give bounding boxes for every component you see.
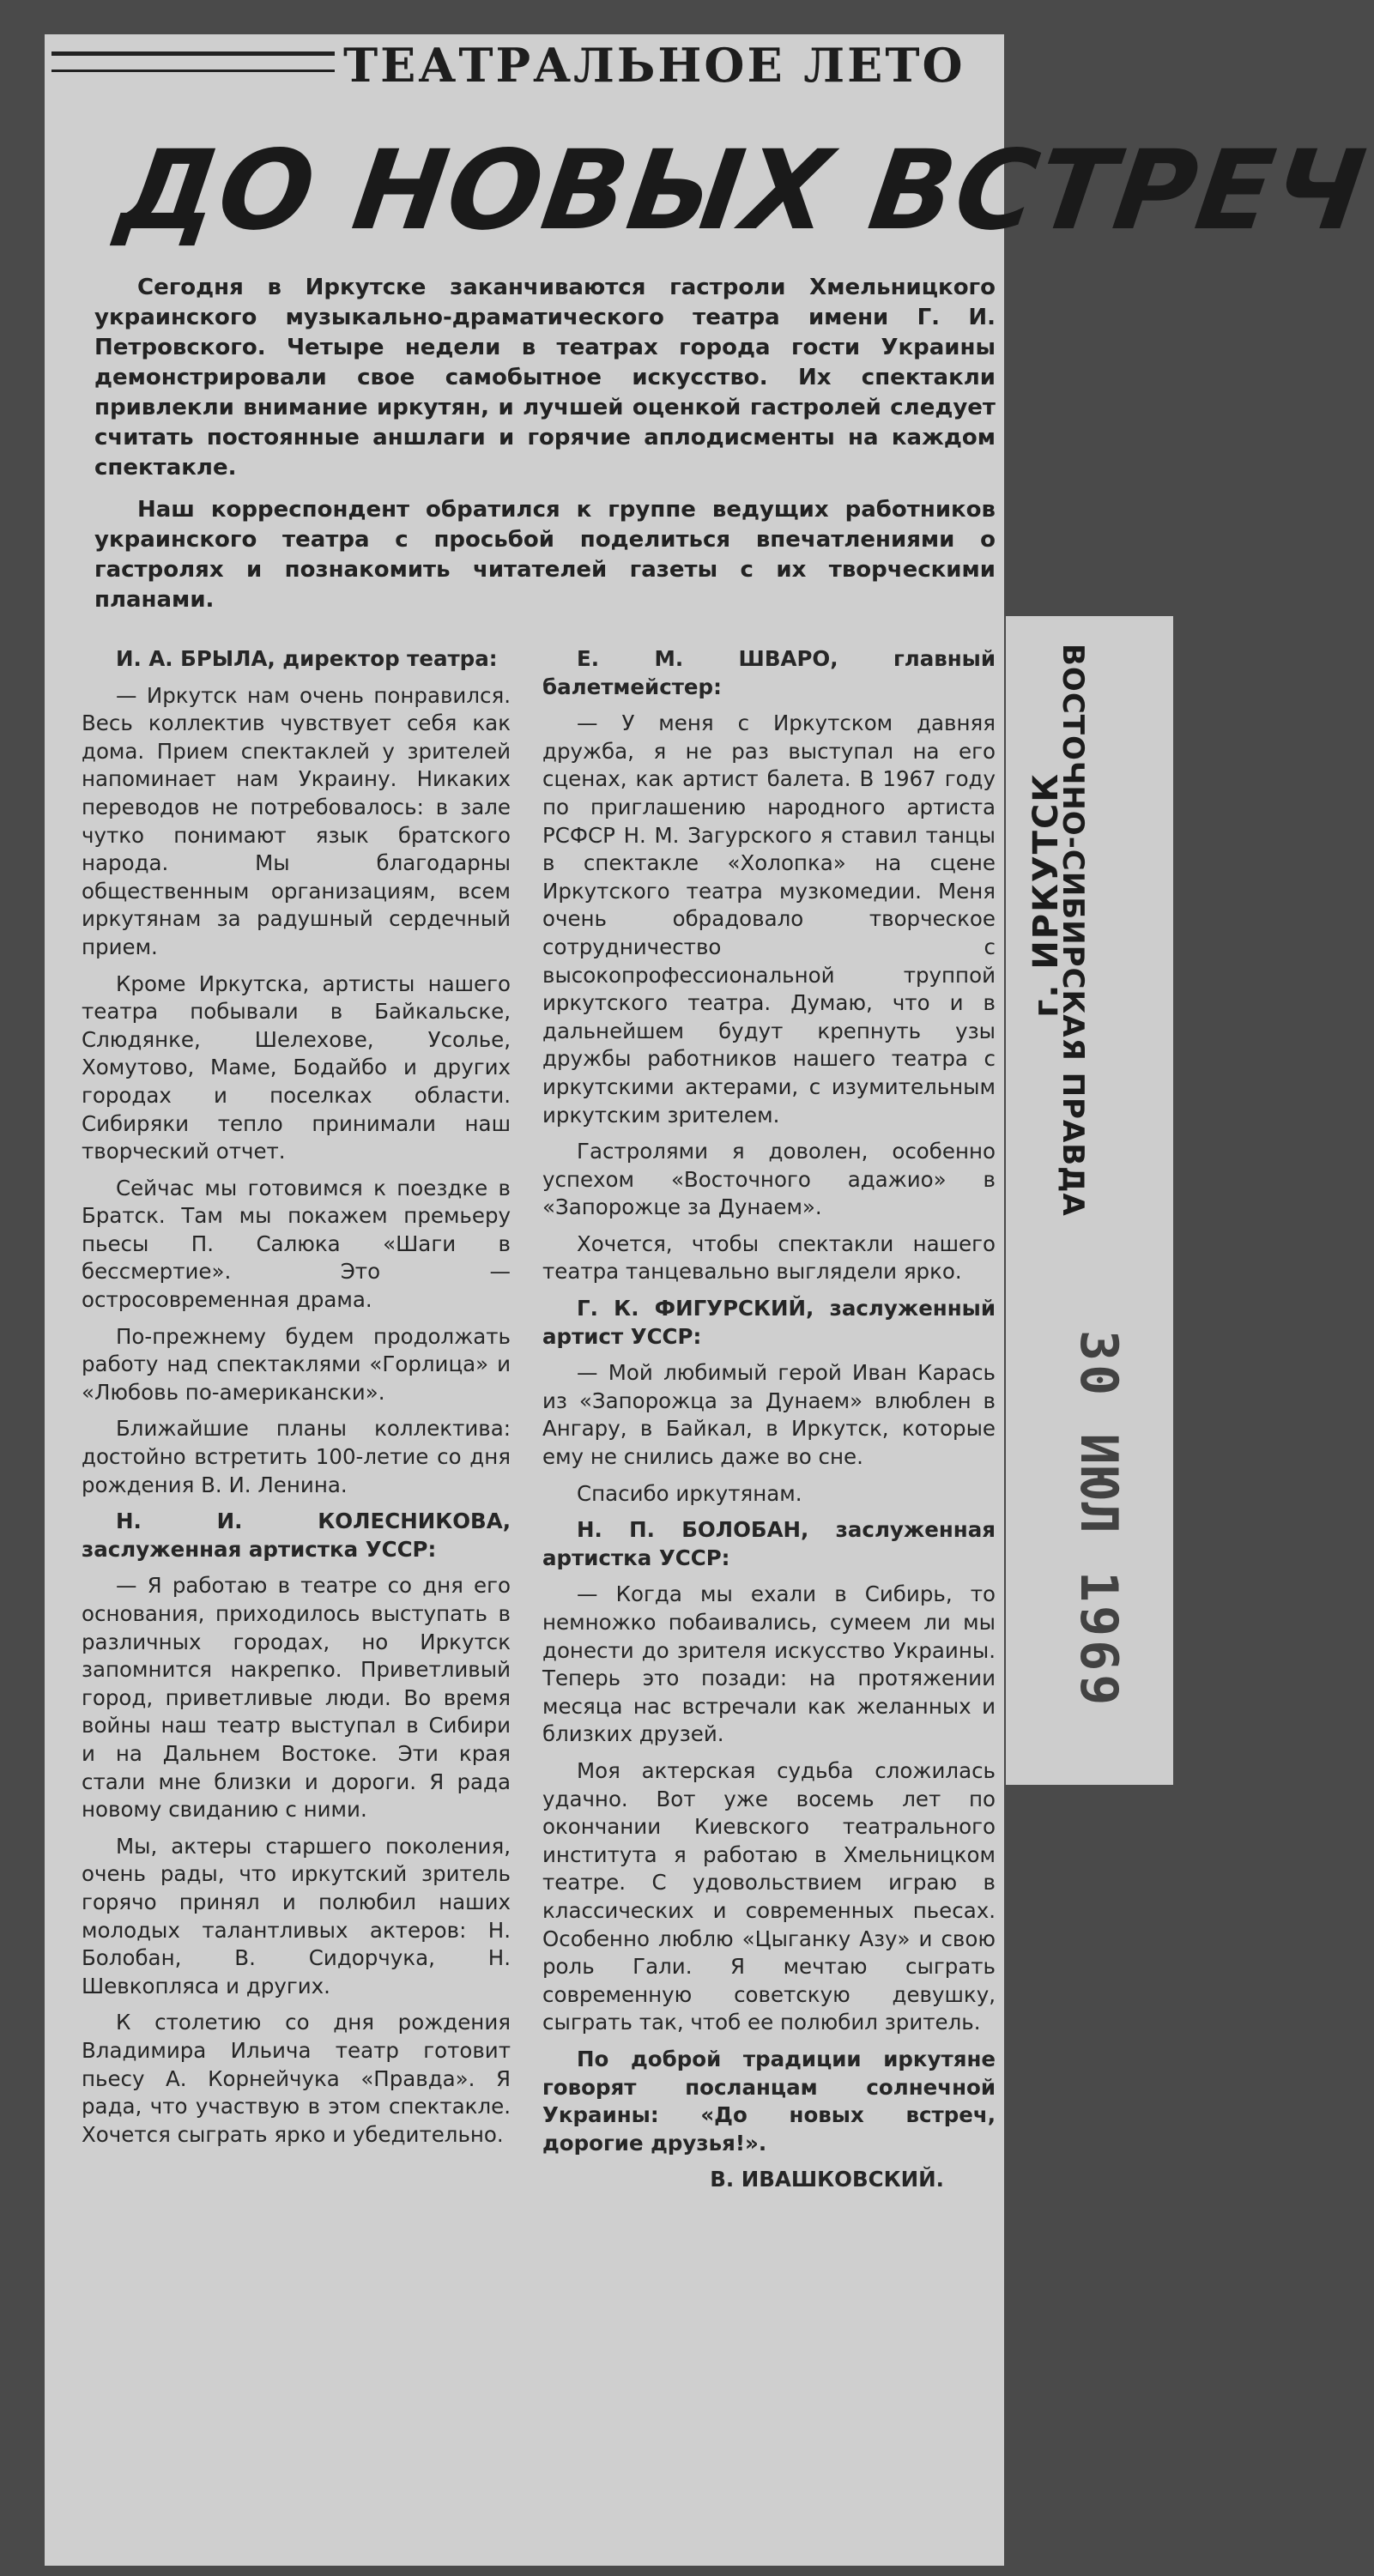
article-paragraph: — У меня с Иркутском давняя дружба, я не раз выступал на его сценах, как артист балета. В 1967 году по приглашению народного артиста РСФСР Н. М. Загурского я ставил танцы в спектакле «Холопка» на сцене Иркутского театра музкомедии. Меня очень обрадовало творческое сотрудничество с высокопрофессиональной труппой иркутского театра. Думаю, что и в дальнейшем будут крепнуть узы дружбы работников нашего театра с иркутскими актерами, с изумительным иркутским зрителем. [542, 711, 996, 1128]
article-paragraph: Кроме Иркутска, артисты нашего театра побывали в Байкальске, Слюдянке, Шелехове, Усолье, Хомутово, Маме, Бодайбо и других городах и поселках области. Сибиряки тепло принимали наш творческий отчет. [82, 971, 511, 1164]
article-paragraph: К столетию со дня рождения Владимира Ильича театр готовит пьесу А. Корнейчука «Правда». Я рада, что участвую в этом спектакле. Хочется сыграть ярко и убедительно. [82, 2010, 511, 2147]
date-stamp: 30 ИЮЛ 1969 [1068, 1330, 1129, 1709]
lead-paragraph: Наш корреспондент обратился к группе ведущих работников украинского театра с просьбой поделиться впечатлениями о гастролях и познакомить читателей газеты с их творческими планами. [94, 497, 996, 613]
left-column [82, 645, 511, 2157]
article-headline: ДО НОВЫХ ВСТРЕЧ [111, 127, 1374, 255]
article-paragraph: Сейчас мы готовимся к поездке в Братск. Там мы покажем премьеру пьесы П. Салюка «Шаги в бессмертие». Это — остросовременная драма. [82, 1175, 511, 1313]
header-rule [51, 51, 335, 72]
article-paragraph: Гастролями я доволен, особенно успехом «Восточного адажио» в «Запорожце за Дунаем». [542, 1139, 996, 1220]
article-paragraph: Спасибо иркутянам. [577, 1480, 802, 1506]
speaker-name: И. А. БРЫЛА, директор театра: [116, 646, 498, 671]
right-column [542, 645, 996, 2203]
article-paragraph: — Когда мы ехали в Сибирь, то немножко побаивались, сумеем ли мы донести до зрителя искусство Украины. Теперь это позади: на протяжении месяца нас встречали как желанных и близких друзей. [542, 1581, 996, 1747]
speaker-name: Г. К. ФИГУРСКИЙ, заслуженный артист УССР: [542, 1296, 996, 1349]
city-label: г. ИРКУТСК [1026, 772, 1066, 1018]
speaker-name: Н. П. БОЛОБАН, заслуженная артистка УССР: [542, 1517, 996, 1570]
article-paragraph: — Я работаю в театре со дня его основания, приходилось выступать в различных городах, но Иркутск запомнится накрепко. Приветливый город, приветливые люди. Во время войны наш театр выступал в Сибири и на Дальнем Востоке. Эти края стали мне близки и дороги. Я рада новому свиданию с ними. [82, 1573, 511, 1823]
article-paragraph: Моя актерская судьба сложилась удачно. Вот уже восемь лет по окончании Киевского театрального института я работаю в Хмельницком театре. С удовольствием играю в классических и современных пьесах. Особенно люблю «Цыганку Азу» и свою роль Гали. Я мечтаю сыграть современную советскую девушку, сыграть так, чтоб ее полюбил зритель. [542, 1757, 996, 2035]
speaker-name: Н. И. КОЛЕСНИКОВА, заслуженная артистка УССР: [82, 1509, 511, 1562]
newspaper-name: ВОСТОЧНО-СИБИРСКАЯ ПРАВДА [1056, 644, 1090, 1217]
lead-paragraph: Сегодня в Иркутске заканчиваются гастроли Хмельницкого украинского музыкально-драматического театра имени Г. И. Петровского. Четыре недели в театрах города гости Украины демонстрировали свое самобытное искусство. Их спектакли привлекли внимание иркутян, и лучшей оценкой гастролей следует считать постоянные аншлаги и горячие аплодисменты на каждом спектакле. [94, 275, 996, 481]
author-signature: В. ИВАШКОВСКИЙ. [710, 2167, 944, 2192]
closing-line: По доброй традиции иркутяне говорят посланцам солнечной Украины: «До новых встреч, дорогие друзья!». [542, 2046, 996, 2156]
article-paragraph: Ближайшие планы коллектива: достойно встретить 100-летие со дня рождения В. И. Ленина. [82, 1416, 511, 1497]
article-lead [94, 273, 996, 627]
speaker-name: Е. М. ШВАРО, главный балетмейстер: [542, 646, 996, 699]
article-paragraph: По-прежнему будем продолжать работу над спектаклями «Горлица» и «Любовь по-американски». [82, 1323, 511, 1405]
rubric-title: ТЕАТРАЛЬНОЕ ЛЕТО [343, 38, 965, 93]
article-paragraph: Мы, актеры старшего поколения, очень рады, что иркутский зритель горячо принял и полюбил наших молодых талантливых актеров: Н. Болобан, В. Сидорчука, Н. Шевкопляса и других. [82, 1833, 511, 1999]
article-paragraph: Хочется, чтобы спектакли нашего театра танцевально выглядели ярко. [542, 1231, 996, 1285]
article-paragraph: — Мой любимый герой Иван Карась из «Запорожца за Дунаем» влюблен в Ангару, в Байкал, в Иркутск, которые ему не снились даже во сне. [542, 1360, 996, 1470]
article-paragraph: — Иркутск нам очень понравился. Весь коллектив чувствует себя как дома. Прием спектаклей у зрителей напоминает нам Украину. Никаких переводов не потребовалось: в зале чутко понимают язык братского народа. Мы благодарны общественным организациям, всем иркутянам за радушный сердечный прием. [82, 682, 511, 959]
